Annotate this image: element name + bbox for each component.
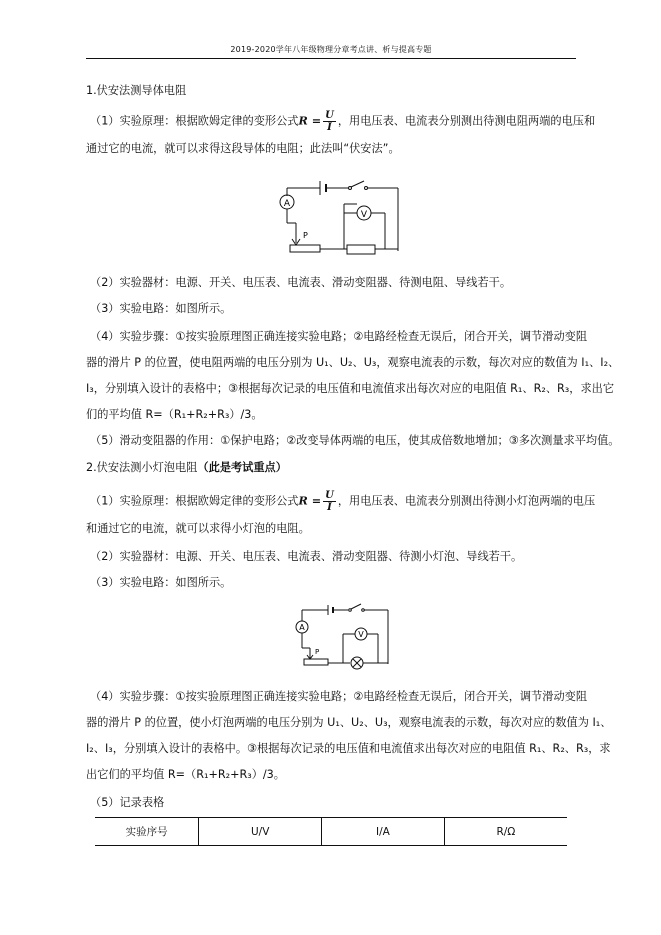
formula-denominator: I [327, 502, 332, 513]
slider-label: P [315, 648, 320, 656]
section1-step-line1: （4）实验步骤：①按实验原理图正确连接实验电路；②电路经检查无误后，闭合开关，调节滑动变阻 [90, 330, 588, 343]
header-rule [86, 58, 576, 59]
formula-fraction [323, 490, 336, 513]
formula-lhs: R = [298, 493, 322, 508]
section1-step-line4: 们的平均值 R=（R₁+R₂+R₃）/3。 [86, 408, 263, 421]
formula-lhs: R = [298, 113, 322, 128]
table-header-cell: I/A [322, 818, 445, 846]
section2-step-line4: 出它们的平均值 R=（R₁+R₂+R₃）/3。 [86, 768, 285, 781]
record-table [95, 817, 567, 846]
section1-step-line2: 器的滑片 P 的位置，使电阻两端的电压分别为 U₁、U₂、U₃，观察电流表的示数，每次对应的数值为 I₁、I₂、 [86, 356, 620, 369]
formula-denominator: I [327, 122, 332, 133]
section1-rheostat: （5）滑动变阻器的作用：①保护电路；②改变导体两端的电压，使其成倍数地增加；③多次测量求平均值。 [90, 434, 620, 447]
section1-principle-prefix: （1）实验原理：根据欧姆定律的变形公式 [90, 114, 299, 128]
formula-fraction [323, 110, 336, 133]
ammeter-label: A [299, 623, 305, 632]
section1-equipment: （2）实验器材：电源、开关、电压表、电流表、滑动变阻器、待测电阻、导线若干。 [90, 276, 512, 289]
voltmeter-label: V [358, 630, 364, 639]
section2-principle-prefix: （1）实验原理：根据欧姆定律的变形公式 [90, 494, 299, 508]
formula-numerator: U [325, 490, 334, 501]
section1-principle-line2: 通过它的电流，就可以求得这段导体的电阻；此法叫“伏安法”。 [86, 142, 400, 155]
page-header: 2019-2020学年八年级物理分章考点讲、析与提高专题 [230, 45, 432, 54]
section2-principle [90, 490, 596, 513]
section1-principle-suffix: ，用电压表、电流表分别测出待测电阻两端的电压和 [337, 114, 596, 128]
section1-circuit: （3）实验电路：如图所示。 [90, 302, 232, 315]
section1-heading: 1.伏安法测导体电阻 [86, 84, 187, 97]
voltmeter-label: V [360, 210, 368, 220]
table-header-row [95, 818, 567, 846]
section2-step-line1: （4）实验步骤：①按实验原理图正确连接实验电路；②电路经检查无误后，闭合开关，调节滑动变阻 [90, 690, 588, 703]
table-header-cell: 实验序号 [95, 818, 199, 846]
section2-equipment: （2）实验器材：电源、开关、电压表、电流表、滑动变阻器、待测小灯泡、导线若干。 [90, 550, 523, 563]
section2-circuit: （3）实验电路：如图所示。 [90, 576, 232, 589]
circuit-diagram-resistor [270, 168, 405, 263]
formula-numerator: U [325, 110, 334, 121]
ammeter-label: A [283, 199, 291, 209]
circuit-diagram-lamp [290, 600, 395, 678]
section2-heading-note: （此是考试重点） [197, 461, 287, 474]
section2-step-line2: 器的滑片 P 的位置，使小灯泡两端的电压分别为 U₁、U₂、U₃，观察电流表的示数，每次对应的数值为 I₁、 [86, 716, 612, 729]
section1-principle [90, 110, 596, 133]
section1-step-line3: I₃，分别填入设计的表格中；③根据每次记录的电压值和电流值求出每次对应的电阻值 R₁、R₂、R₃，求出它 [86, 382, 615, 395]
section2-table-title: （5）记录表格 [90, 796, 165, 809]
section2-heading-text: 2.伏安法测小灯泡电阻 [86, 461, 198, 474]
section2-heading [86, 461, 576, 475]
section2-step-line3: I₂、I₃，分别填入设计的表格中。③根据每次记录的电压值和电流值求出每次对应的电阻值 R₁、R₂、R₃，求 [86, 742, 611, 755]
section2-principle-line2: 和通过它的电流，就可以求得小灯泡的电阻。 [86, 522, 310, 535]
table-header-cell: R/Ω [444, 818, 567, 846]
table-header-cell: U/V [199, 818, 322, 846]
section2-principle-suffix: ，用电压表、电流表分别测出待测小灯泡两端的电压 [337, 494, 596, 508]
slider-label: P [303, 231, 308, 240]
